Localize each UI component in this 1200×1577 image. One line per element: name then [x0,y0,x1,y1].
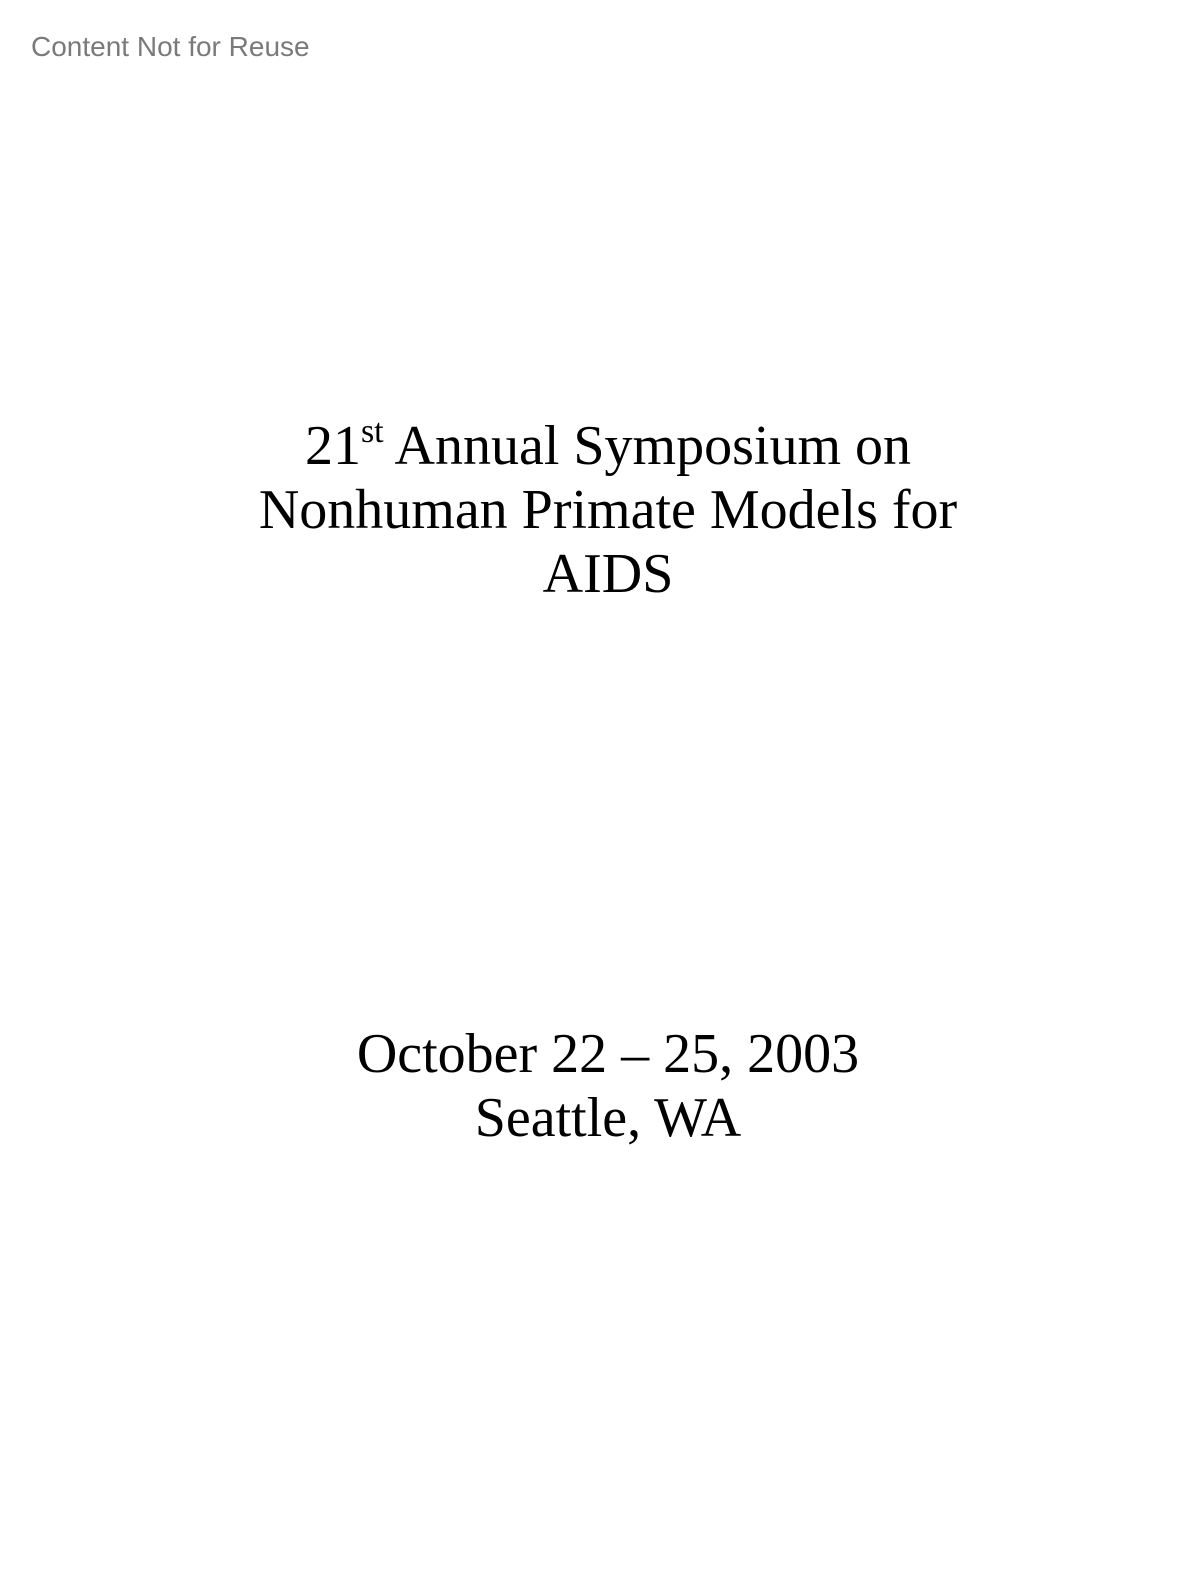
watermark-text: Content Not for Reuse [31,31,310,62]
event-location: Seattle, WA [474,1087,742,1149]
title-line-2: Nonhuman Primate Models for [258,479,958,541]
title-ordinal-suffix: st [360,413,384,450]
title-line-1 [0,414,1200,478]
title-line-3: AIDS [542,543,674,605]
event-dates: October 22 – 25, 2003 [356,1023,860,1085]
title-ordinal-number: 21 [304,415,361,477]
document-title [0,414,1200,606]
event-details [0,1022,1200,1150]
title-line-1-text: Annual Symposium on [383,415,912,477]
